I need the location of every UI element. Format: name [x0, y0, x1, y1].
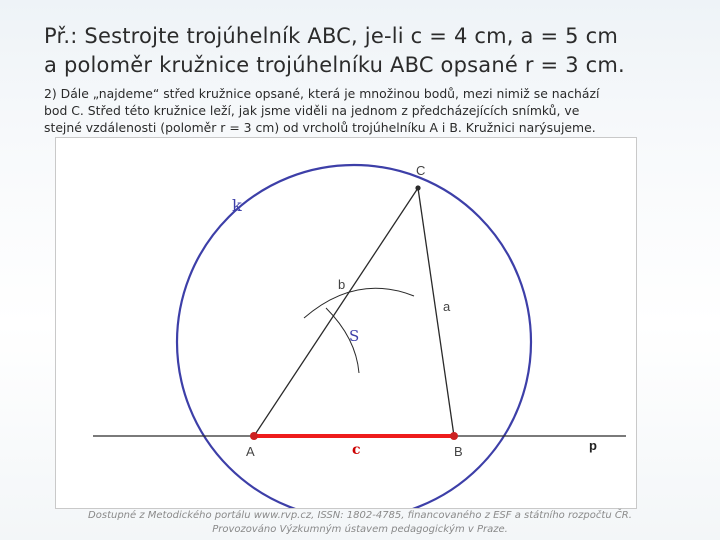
label-center-s: S: [349, 327, 360, 345]
label-side-a: a: [443, 299, 451, 314]
vertex-a-dot: [250, 432, 258, 440]
side-b: [254, 188, 418, 436]
footer-line-2: Provozováno Výzkumným ústavem pedagogickým v Praze.: [212, 524, 508, 535]
construction-diagram: [56, 138, 636, 508]
label-line-p: p: [589, 438, 597, 453]
slide-title: [44, 22, 704, 80]
construction-figure: [55, 137, 637, 509]
label-side-c: c: [352, 442, 361, 458]
description-line-2: bod C. Střed této kružnice leží, jak jsme viděli na jednom z předcházejících snímků, ve: [44, 103, 580, 118]
vertex-c-dot: [415, 185, 420, 190]
label-circle-k: k: [232, 196, 242, 215]
title-line-1: Př.: Sestrojte trojúhelník ABC, je-li c = 4 cm, a = 5 cm: [44, 24, 619, 48]
label-point-b: B: [454, 444, 463, 459]
slide-description: [44, 85, 694, 136]
footer-line-1: Dostupné z Metodického portálu www.rvp.cz, ISSN: 1802-4785, financovaného z ESF a státního rozpočtu ČR.: [88, 510, 632, 521]
label-side-b: b: [338, 277, 346, 292]
label-point-c: C: [416, 163, 426, 178]
arc-from-a: [304, 288, 414, 318]
description-line-3: stejné vzdálenosti (poloměr r = 3 cm) od vrcholů trojúhelníku A i B. Kružnici narýsujeme.: [44, 120, 596, 135]
description-line-1: 2) Dále „najdeme“ střed kružnice opsané, která je množinou bodů, mezi nimiž se nachází: [44, 86, 600, 101]
title-line-2: a poloměr kružnice trojúhelníku ABC opsané r = 3 cm.: [44, 53, 625, 77]
label-point-a: A: [246, 444, 255, 459]
slide-footer: [0, 509, 720, 537]
vertex-b-dot: [450, 432, 458, 440]
